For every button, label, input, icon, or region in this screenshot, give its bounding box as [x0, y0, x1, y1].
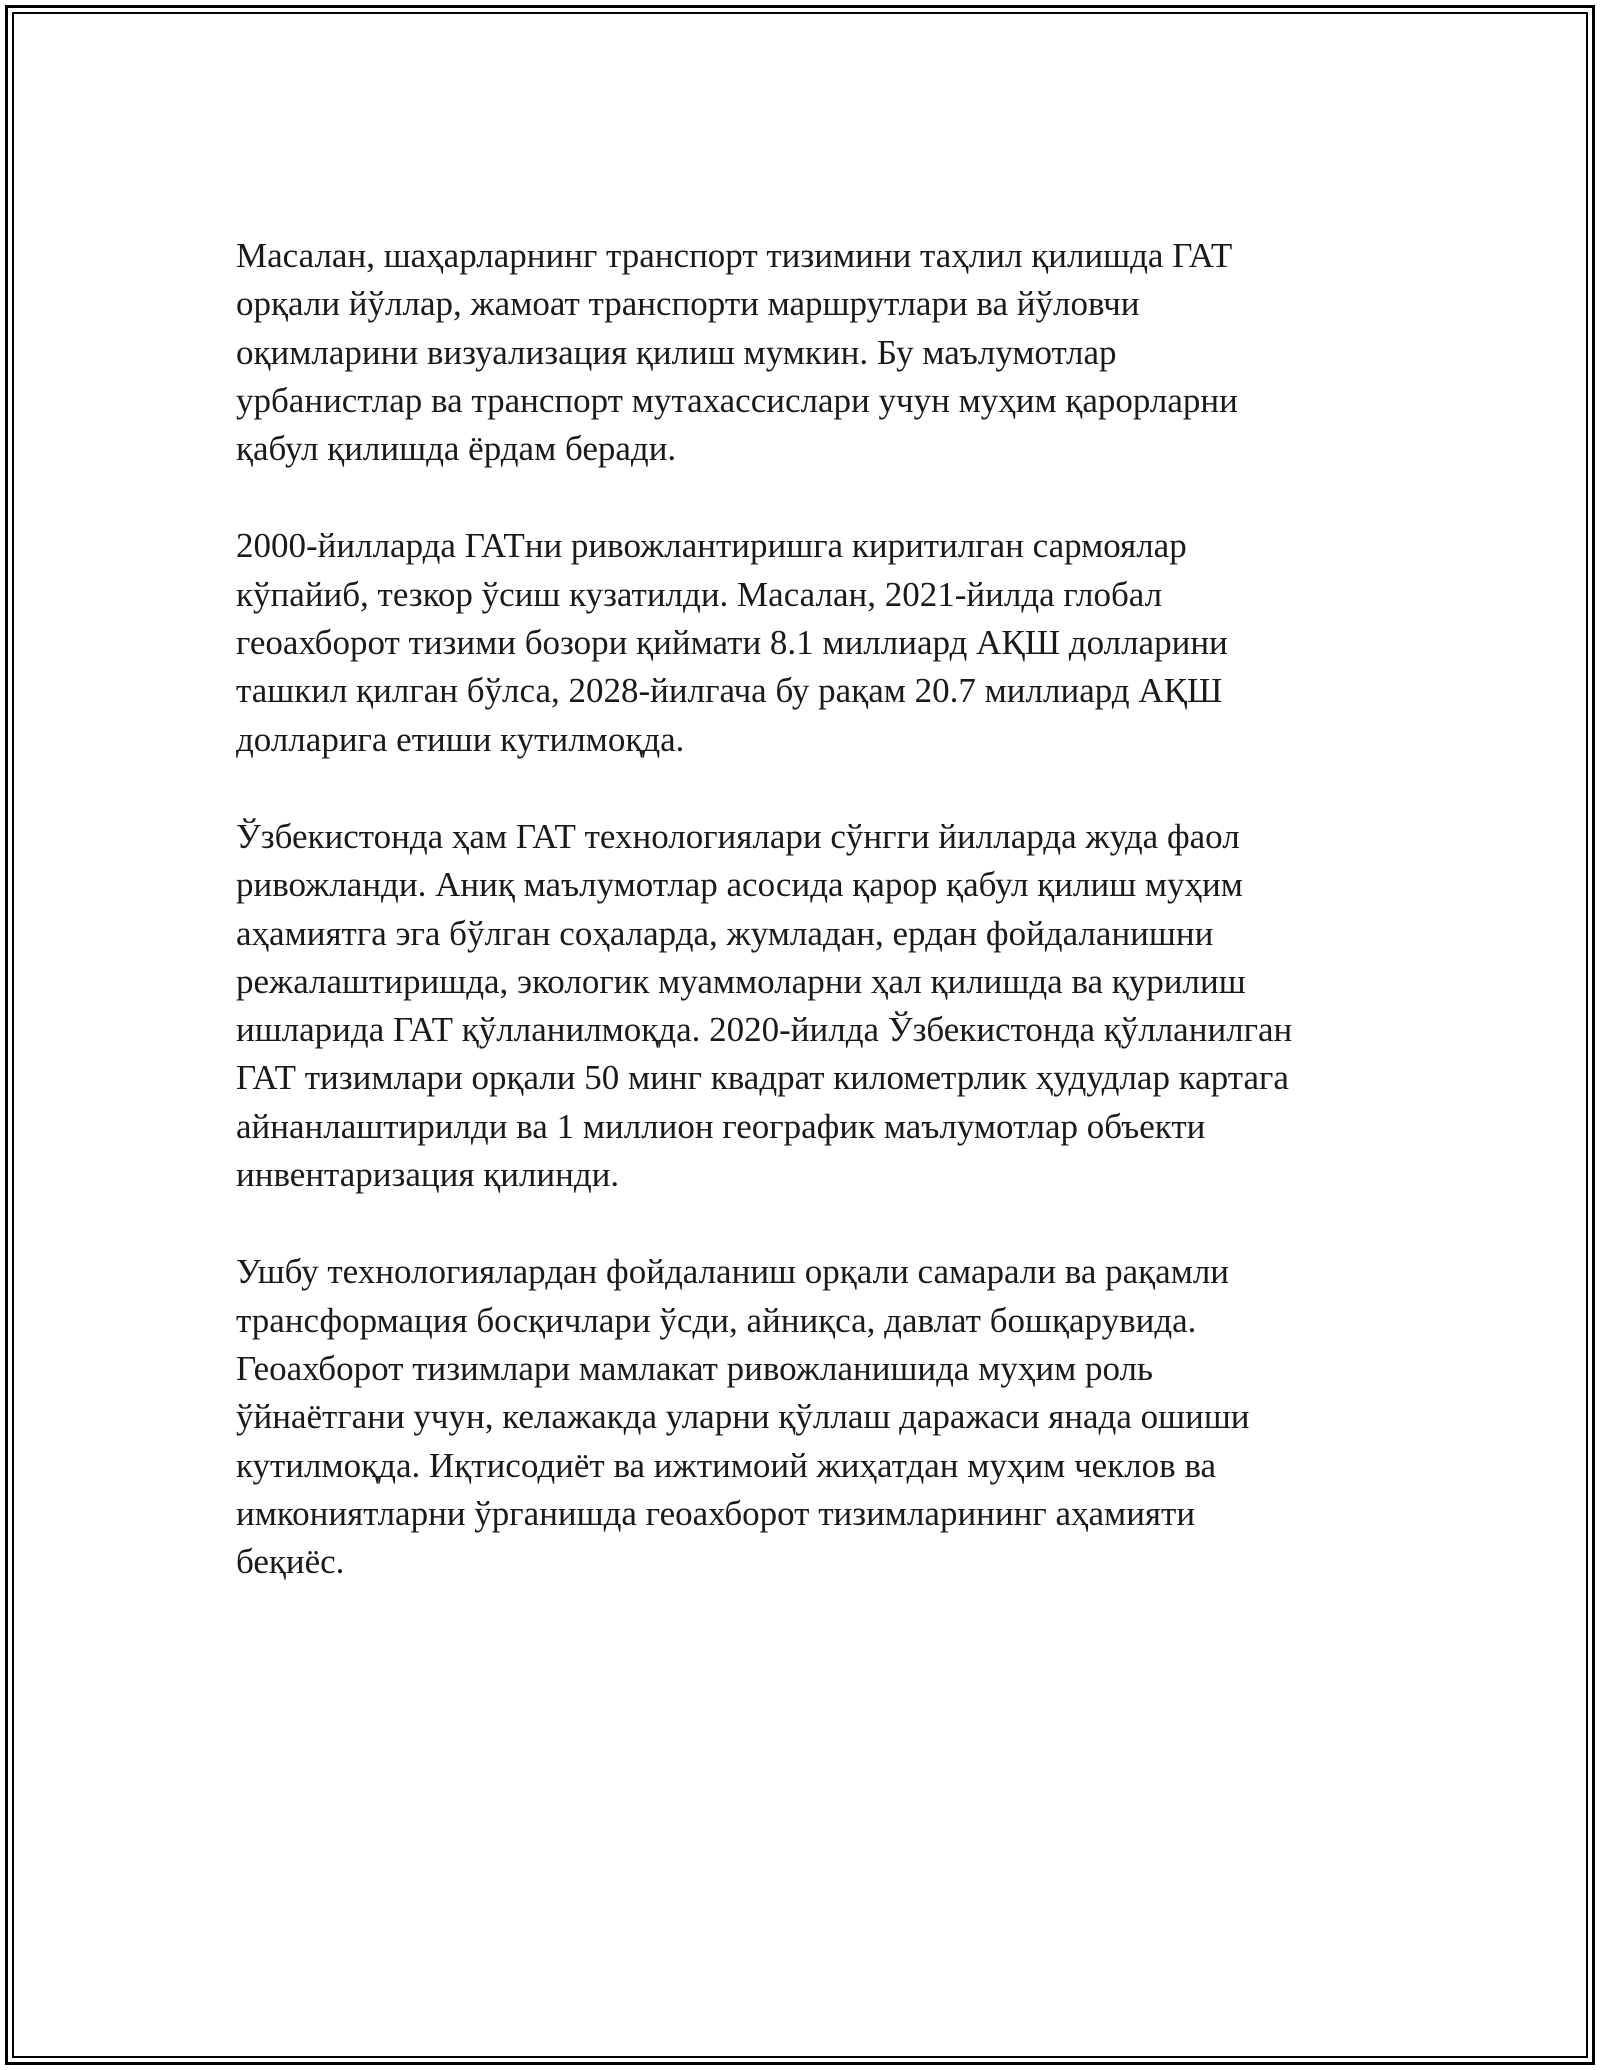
- text-line: кутилмоқда. Иқтисодиёт ва ижтимоий жиҳатдан муҳим чеклов ва: [236, 1445, 1217, 1485]
- text-line: 2000-йилларда ГАТни ривожлантиришга киритилган сармоялар: [236, 526, 1187, 566]
- text-line: ўйнаётгани учун, келажакда уларни қўллаш даражаси янада ошиши: [236, 1397, 1250, 1437]
- text-line: ишларида ГАТ қўлланилмоқда. 2020-йилда Ўзбекистонда қўлланилган: [236, 1010, 1293, 1050]
- text-line: Ушбу технологиялардан фойдаланиш орқали самарали ва рақамли: [236, 1252, 1230, 1292]
- text-line: аҳамиятга эга бўлган соҳаларда, жумладан, ердан фойдаланишни: [236, 913, 1214, 953]
- text-line: беқиёс.: [236, 1542, 345, 1582]
- text-line: трансформация босқичлари ўсди, айниқса, давлат бошқарувида.: [236, 1300, 1197, 1340]
- text-line: Геоахборот тизимлари мамлакат ривожланишида муҳим роль: [236, 1348, 1153, 1388]
- document-body: [236, 232, 1376, 1586]
- text-line: ГАТ тизимлари орқали 50 минг квадрат километрлик ҳудудлар картага: [236, 1058, 1289, 1098]
- text-line: имкониятларни ўрганишда геоахборот тизимларининг аҳамияти: [236, 1493, 1196, 1533]
- paragraph-market-growth: [236, 522, 1376, 763]
- text-line: Ўзбекистонда ҳам ГАТ технологиялари сўнгги йилларда жуда фаол: [236, 816, 1240, 856]
- text-line: геоахборот тизими бозори қиймати 8.1 миллиард АҚШ долларини: [236, 623, 1228, 663]
- text-line: айнанлаштирилди ва 1 миллион географик маълумотлар объекти: [236, 1106, 1206, 1146]
- text-line: долларига етиши кутилмоқда.: [236, 719, 685, 759]
- paragraph-digital-transformation: [236, 1248, 1376, 1586]
- paragraph-transport-analysis: [236, 232, 1376, 473]
- text-line: режалаштиришда, экологик муаммоларни ҳал қилишда ва қурилиш: [236, 961, 1246, 1001]
- text-line: инвентаризация қилинди.: [236, 1155, 620, 1195]
- text-line: ташкил қилган бўлса, 2028-йилгача бу рақам 20.7 миллиард АҚШ: [236, 671, 1223, 711]
- text-line: кўпайиб, тезкор ўсиш кузатилди. Масалан, 2021-йилда глобал: [236, 574, 1163, 614]
- text-line: урбанистлар ва транспорт мутахассислари учун муҳим қарорларни: [236, 380, 1238, 420]
- text-line: ривожланди. Аниқ маълумотлар асосида қарор қабул қилиш муҳим: [236, 865, 1243, 905]
- text-line: оқимларини визуализация қилиш мумкин. Бу маълумотлар: [236, 332, 1117, 372]
- text-line: Масалан, шаҳарларнинг транспорт тизимини таҳлил қилишда ГАТ: [236, 236, 1233, 275]
- paragraph-uzbekistan-gis: [236, 813, 1376, 1199]
- text-line: қабул қилишда ёрдам беради.: [236, 429, 677, 469]
- text-line: орқали йўллар, жамоат транспорти маршрутлари ва йўловчи: [236, 284, 1140, 324]
